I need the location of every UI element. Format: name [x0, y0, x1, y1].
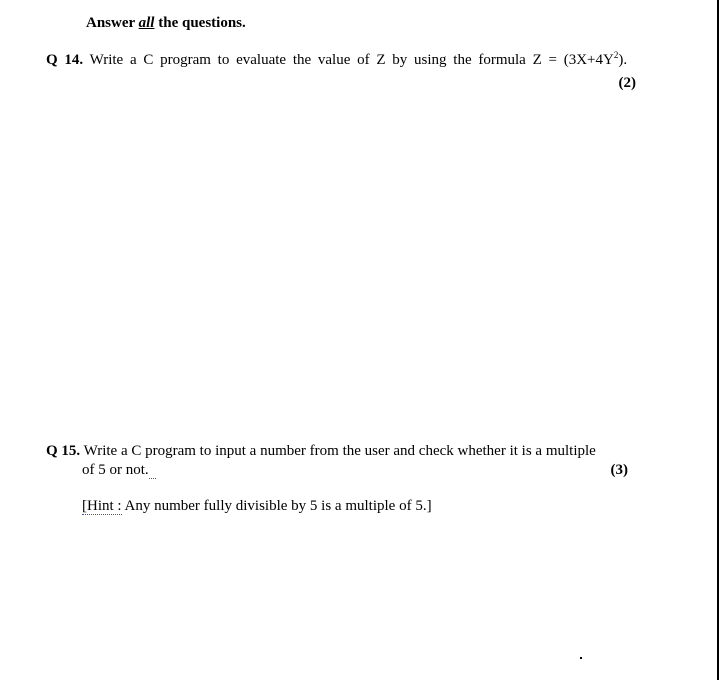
question-15-line-2 [82, 462, 156, 479]
instructions-heading [86, 15, 246, 32]
question-15-text-line-1: Write a C program to input a number from the user and check whether it is a multiple [83, 443, 596, 459]
hint-text: Any number fully divisible by 5 is a multiple of 5.] [121, 498, 432, 514]
instructions-suffix: the questions. [154, 15, 246, 31]
stray-dot [580, 657, 582, 659]
question-15-line-1 [46, 443, 636, 460]
question-14-number: Q 14. [46, 52, 84, 68]
spelling-marker [149, 462, 157, 479]
question-15-number: Q 15. [46, 443, 81, 459]
instructions-prefix: Answer [86, 15, 139, 31]
question-14-text: Write a C program to evaluate the value of Z by using the formula Z = (3X+4Y [89, 52, 614, 68]
instructions-emphasis: all [138, 15, 155, 31]
hint-label: [Hint : [82, 498, 122, 514]
question-15-hint [82, 498, 432, 515]
question-14-marks: (2) [618, 75, 636, 91]
question-14-superscript: 2 [613, 50, 619, 60]
question-15-marks: (3) [610, 462, 628, 478]
question-14 [46, 52, 636, 69]
question-15-text-line-2: of 5 or not. [82, 462, 149, 478]
question-14-tail: ). [618, 52, 628, 68]
page-border-line [717, 0, 719, 680]
